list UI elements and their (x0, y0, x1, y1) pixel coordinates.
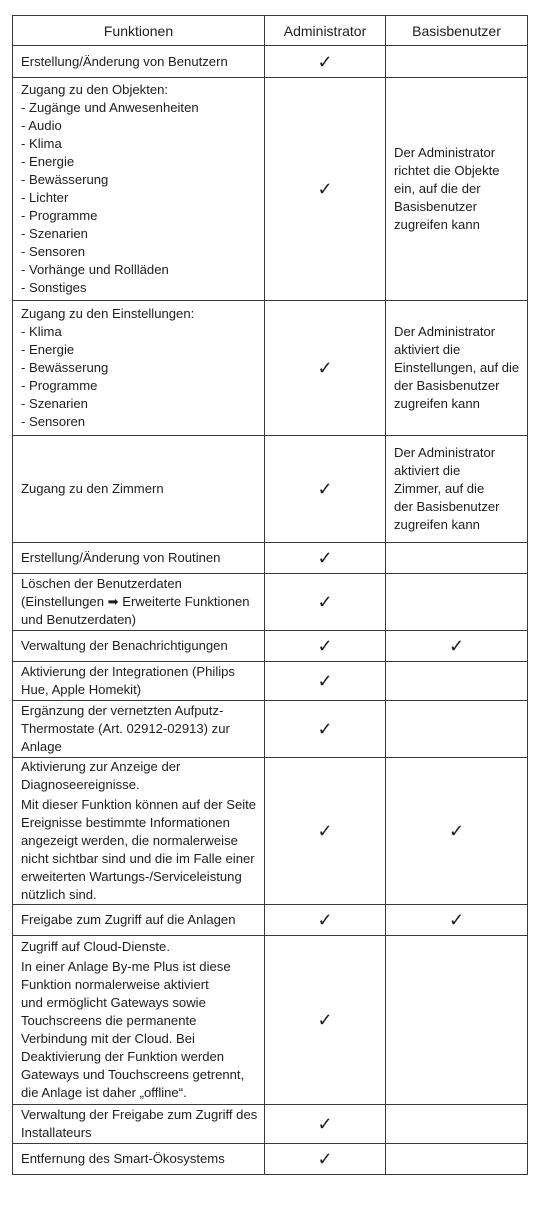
function-text: - Energie (21, 154, 75, 169)
function-cell (13, 301, 265, 436)
basic-user-note-text: Zimmer, auf die (394, 481, 485, 496)
basic-user-note-text: Einstellungen, auf die (394, 360, 520, 375)
function-text: Deaktivierung der Funktion werden (21, 1049, 225, 1064)
table-row (13, 905, 528, 936)
function-text: Anlage (21, 739, 62, 754)
checkmark-icon: ✓ (317, 358, 333, 378)
function-text: Verwaltung der Benachrichtigungen (21, 638, 228, 653)
administrator-cell (265, 436, 386, 543)
function-text: - Bewässerung (21, 360, 109, 375)
header-functions: Funktionen (13, 16, 265, 46)
function-text: Freigabe zum Zugriff auf die Anlagen (21, 912, 236, 927)
function-text: - Klima (21, 324, 62, 339)
administrator-cell (265, 631, 386, 662)
function-text: Gateways und Touchscreens getrennt, (21, 1067, 245, 1082)
function-text: Mit dieser Funktion können auf der Seite (21, 797, 257, 812)
function-cell (13, 78, 265, 301)
table-row (13, 758, 528, 905)
basic-user-note-text: Der Administrator (394, 145, 496, 160)
function-cell (13, 936, 265, 1105)
function-text: Entfernung des Smart-Ökosystems (21, 1151, 225, 1166)
table-row (13, 436, 528, 543)
basic-user-cell (386, 701, 528, 758)
function-text: Zugang zu den Objekten: (21, 82, 169, 97)
administrator-cell (265, 1144, 386, 1175)
function-text: Aktivierung der Integrationen (Philips (21, 664, 235, 679)
checkmark-icon: ✓ (317, 592, 333, 612)
function-text: - Sensoren (21, 244, 86, 259)
basic-user-cell (386, 543, 528, 574)
administrator-cell (265, 78, 386, 301)
function-text: Zugang zu den Zimmern (21, 481, 164, 496)
basic-user-note-text: zugreifen kann (394, 396, 480, 411)
function-text: Touchscreens die permanente (21, 1013, 197, 1028)
table-row (13, 662, 528, 701)
basic-user-note-cell (386, 78, 528, 301)
function-text: - Programme (21, 378, 98, 393)
basic-user-note-text: Basisbenutzer (394, 199, 477, 214)
function-text: Löschen der Benutzerdaten (21, 576, 182, 591)
function-text: und Benutzerdaten) (21, 612, 137, 627)
basic-user-note-text: Der Administrator (394, 445, 496, 460)
basic-user-note-text: der Basisbenutzer (394, 499, 500, 514)
header-administrator: Administrator (265, 16, 386, 46)
basic-user-note-text: Der Administrator (394, 324, 496, 339)
basic-user-cell (386, 46, 528, 78)
administrator-cell (265, 905, 386, 936)
basic-user-note-text: aktiviert die (394, 463, 461, 478)
administrator-cell (265, 936, 386, 1105)
table-row (13, 574, 528, 631)
basic-user-cell (386, 936, 528, 1105)
function-text: - Sensoren (21, 414, 86, 429)
checkmark-icon: ✓ (448, 821, 465, 841)
function-text: - Vorhänge und Rollläden (21, 262, 169, 277)
basic-user-note-text: zugreifen kann (394, 217, 480, 232)
function-text: Ergänzung der vernetzten Aufputz- (21, 703, 224, 718)
table-row (13, 301, 528, 436)
table-row (13, 936, 528, 1105)
basic-user-cell (386, 1105, 528, 1144)
function-text: Verwaltung der Freigabe zum Zugriff des (21, 1107, 258, 1122)
function-cell (13, 46, 265, 78)
function-text: (Einstellungen ➡ Erweiterte Funktionen (21, 594, 250, 609)
checkmark-icon: ✓ (317, 51, 333, 72)
function-text: - Audio (21, 118, 62, 133)
function-cell (13, 1105, 265, 1144)
basic-user-note-text: aktiviert die (394, 342, 461, 357)
header-row (13, 16, 528, 46)
checkmark-icon: ✓ (317, 671, 333, 691)
function-text: - Lichter (21, 190, 69, 205)
basic-user-note-text: richtet die Objekte (394, 163, 500, 178)
function-text: Thermostate (Art. 02912-02913) zur (21, 721, 230, 736)
checkmark-icon: ✓ (317, 910, 333, 930)
basic-user-note-text: ein, auf die der (394, 181, 481, 196)
function-cell (13, 574, 265, 631)
function-text: nicht sichtbar sind und die im Falle einer (21, 851, 255, 866)
basic-user-cell (386, 905, 528, 936)
table-row (13, 46, 528, 78)
administrator-cell (265, 543, 386, 574)
checkmark-icon: ✓ (317, 548, 333, 568)
basic-user-note-text: zugreifen kann (394, 517, 480, 532)
function-text: - Szenarien (21, 226, 88, 241)
administrator-cell (265, 1105, 386, 1144)
function-text: Diagnoseereignisse. (21, 777, 140, 792)
checkmark-icon: ✓ (317, 1149, 333, 1169)
table-row (13, 78, 528, 301)
administrator-cell (265, 662, 386, 701)
function-cell (13, 631, 265, 662)
function-text: Aktivierung zur Anzeige der (21, 759, 181, 774)
function-cell (13, 543, 265, 574)
function-text: angezeigt werden, die normalerweise (21, 833, 238, 848)
header-basic-user: Basisbenutzer (386, 16, 528, 46)
function-text: Zugang zu den Einstellungen: (21, 306, 195, 321)
function-text: nützlich sind. (21, 887, 97, 902)
basic-user-cell (386, 1144, 528, 1175)
checkmark-icon: ✓ (317, 1114, 333, 1134)
administrator-cell (265, 758, 386, 905)
function-cell (13, 662, 265, 701)
table-row (13, 1144, 528, 1175)
function-cell (13, 905, 265, 936)
function-text: die Anlage ist daher „offline“. (21, 1085, 187, 1100)
function-text: - Sonstiges (21, 280, 87, 295)
administrator-cell (265, 301, 386, 436)
basic-user-cell (386, 574, 528, 631)
administrator-cell (265, 574, 386, 631)
basic-user-cell (386, 662, 528, 701)
basic-user-note-cell (386, 436, 528, 543)
function-text: - Energie (21, 342, 75, 357)
function-text: Installateurs (21, 1125, 92, 1140)
function-cell (13, 758, 265, 905)
basic-user-note-text: der Basisbenutzer (394, 378, 500, 393)
table-row (13, 631, 528, 662)
function-text: Hue, Apple Homekit) (21, 682, 142, 697)
function-text: erweiterten Wartungs-/Serviceleistung (21, 869, 242, 884)
function-cell (13, 701, 265, 758)
table-row (13, 1105, 528, 1144)
table-row (13, 543, 528, 574)
checkmark-icon: ✓ (448, 636, 465, 656)
function-text: - Zugänge und Anwesenheiten (21, 100, 199, 115)
administrator-cell (265, 46, 386, 78)
function-text: - Szenarien (21, 396, 88, 411)
checkmark-icon: ✓ (317, 479, 333, 499)
function-cell (13, 1144, 265, 1175)
checkmark-icon: ✓ (317, 1010, 333, 1030)
checkmark-icon: ✓ (317, 719, 333, 739)
function-text: In einer Anlage By-me Plus ist diese (21, 959, 231, 974)
function-text: Funktion normalerweise aktiviert (21, 977, 209, 992)
checkmark-icon: ✓ (317, 821, 333, 841)
function-text: - Bewässerung (21, 172, 109, 187)
function-cell (13, 436, 265, 543)
function-text: Verbindung mit der Cloud. Bei (21, 1031, 195, 1046)
table-body (13, 46, 528, 1175)
permissions-table (12, 15, 528, 1175)
function-text: Ereignisse bestimmte Informationen (21, 815, 230, 830)
basic-user-cell (386, 758, 528, 905)
basic-user-note-cell (386, 301, 528, 436)
checkmark-icon: ✓ (317, 636, 333, 656)
basic-user-cell (386, 631, 528, 662)
function-text: - Klima (21, 136, 62, 151)
function-text: Erstellung/Änderung von Routinen (21, 550, 221, 565)
function-text: und ermöglicht Gateways sowie (21, 995, 206, 1010)
function-text: - Programme (21, 208, 98, 223)
function-text: Zugriff auf Cloud-Dienste. (21, 939, 170, 954)
checkmark-icon: ✓ (448, 910, 465, 930)
function-text: Erstellung/Änderung von Benutzern (21, 53, 228, 69)
administrator-cell (265, 701, 386, 758)
table-row (13, 701, 528, 758)
checkmark-icon: ✓ (317, 179, 333, 199)
